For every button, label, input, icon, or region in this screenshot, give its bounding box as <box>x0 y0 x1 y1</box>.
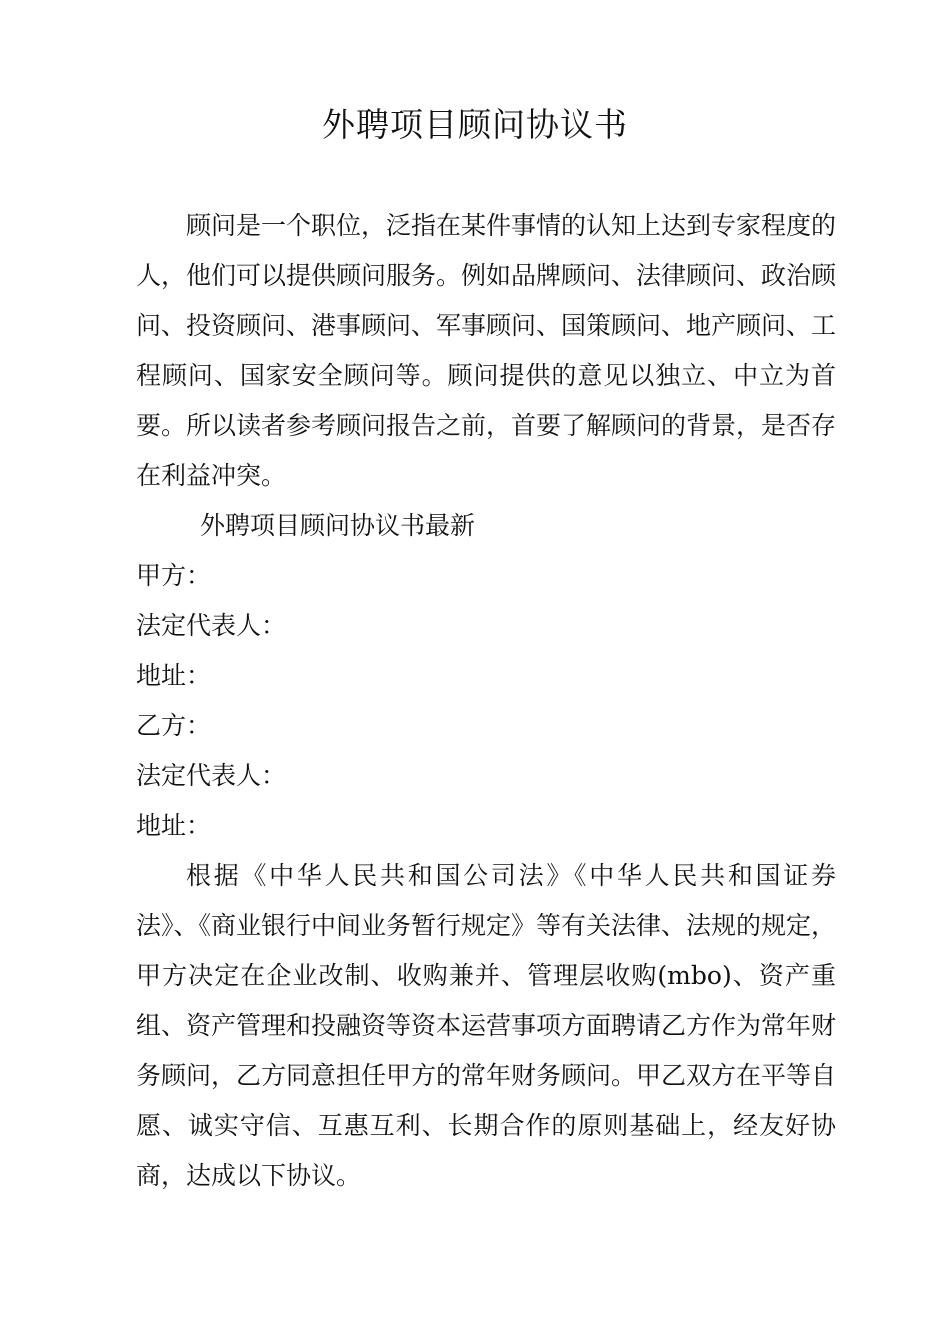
document-body <box>136 201 836 1201</box>
intro-paragraph: 顾问是一个职位，泛指在某件事情的认知上达到专家程度的人，他们可以提供顾问服务。例如品牌顾问、法律顾问、政治顾问、投资顾问、港事顾问、军事顾问、国策顾问、地产顾问、工程顾问、国家安全顾问等。顾问提供的意见以独立、中立为首要。所以读者参考顾问报告之前，首要了解顾问的背景，是否存在利益冲突。 <box>136 211 837 490</box>
party-b-label: 乙方： <box>136 711 212 740</box>
party-a-representative-label: 法定代表人： <box>136 611 287 640</box>
party-a-label: 甲方： <box>136 561 212 590</box>
party-b-representative-label: 法定代表人： <box>136 761 287 790</box>
document-title: 外聘项目顾问协议书 <box>322 105 628 144</box>
party-b-address-label: 地址： <box>136 811 212 840</box>
party-a-address-label: 地址： <box>136 661 212 690</box>
document-subtitle: 外聘项目顾问协议书最新 <box>200 511 476 540</box>
agreement-paragraph: 根据《中华人民共和国公司法》《中华人民共和国证券法》、《商业银行中间业务暂行规定》等有关法律、法规的规定，甲方决定在企业改制、收购兼并、管理层收购(mbo)、资产重组、资产管理和投融资等资本运营事项方面聘请乙方作为常年财务顾问，乙方同意担任甲方的常年财务顾问。甲乙双方在平等自愿、诚实守信、互惠互利、长期合作的原则基础上，经友好协商，达成以下协议。 <box>136 861 837 1190</box>
